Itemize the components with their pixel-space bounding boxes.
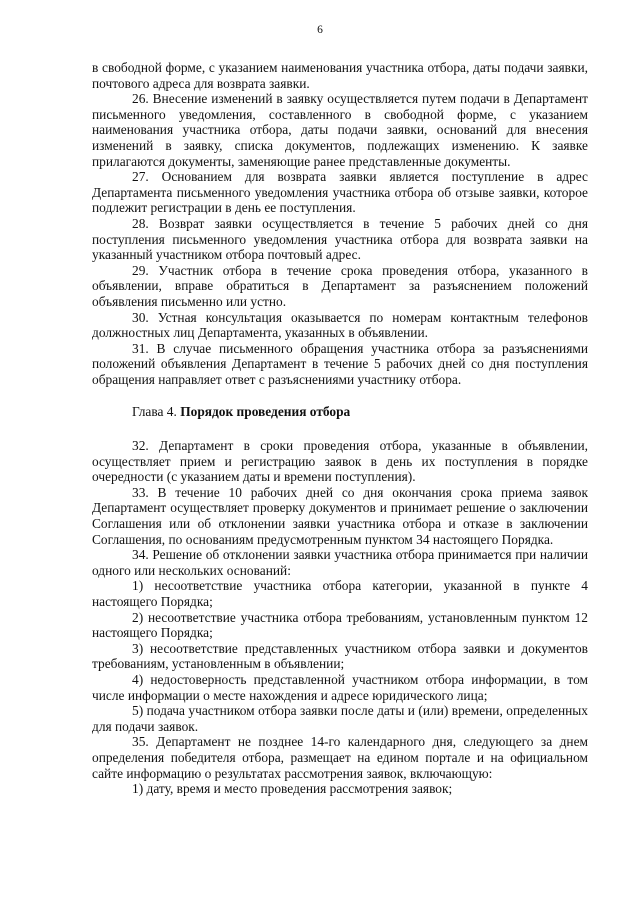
paragraph: 1) несоответствие участника отбора категории, указанной в пункте 4 настоящего Порядка;	[92, 578, 588, 609]
paragraph: 29. Участник отбора в течение срока проведения отбора, указанного в объявлении, вправе обратиться в Департамент за разъяснением положений объявления письменно или устно.	[92, 262, 588, 309]
chapter-label: Глава 4.	[132, 404, 177, 420]
paragraph: 34. Решение об отклонении заявки участника отбора принимается при наличии одного или нескольких оснований:	[92, 547, 588, 578]
paragraph: 35. Департамент не позднее 14-го календарного дня, следующего за днем определения победителя отбора, размещает на едином портале и на официальном сайте информацию о результатах рассмотрения заявок, включающую:	[92, 734, 588, 781]
paragraph: 28. Возврат заявки осуществляется в течение 5 рабочих дней со дня поступления письменного уведомления участника отбора для возврата заявки на указанный участником отбора почтовый адрес.	[92, 215, 588, 263]
section-after-chapter	[92, 438, 588, 797]
paragraph: 5) подача участником отбора заявки после даты и (или) времени, определенных для подачи заявок.	[92, 703, 588, 734]
paragraph: 31. В случае письменного обращения участника отбора за разъяснениями положений объявления Департамент в течение 5 рабочих дней со дня поступления обращения направляет ответ с разъяснениями участнику отбора.	[92, 340, 588, 387]
paragraph: в свободной форме, с указанием наименования участника отбора, даты подачи заявки, почтового адреса для возврата заявки.	[92, 60, 588, 91]
paragraph: 3) несоответствие представленных участником отбора заявки и документов требованиям, установленным в объявлении;	[92, 640, 588, 672]
paragraph: 30. Устная консультация оказывается по номерам контактным телефонов должностных лиц Департамента, указанных в объявлении.	[92, 309, 588, 341]
paragraph: 32. Департамент в сроки проведения отбора, указанные в объявлении, осуществляет прием и регистрацию заявок в день их поступления в порядке очередности (с указанием даты и времени поступления).	[92, 438, 588, 485]
paragraph: 27. Основанием для возврата заявки является поступление в адрес Департамента письменного уведомления участника отбора об отзыве заявки, которое подлежит регистрации в день ее поступления.	[92, 169, 588, 216]
document-body	[92, 60, 588, 797]
chapter-title: Порядок проведения отбора	[180, 404, 351, 420]
section-before-chapter	[92, 60, 588, 387]
paragraph: 26. Внесение изменений в заявку осуществляется путем подачи в Департамент письменного уведомления, составленного в свободной форме, с указанием наименования участника отбора, даты подачи заявки, оснований для внесения изменений в заявку, списка документов, подлежащих изменению. К заявке прилагаются документы, заменяющие ранее представленные документы.	[92, 91, 588, 169]
page-number: 6	[317, 24, 323, 36]
paragraph: 1) дату, время и место проведения рассмотрения заявок;	[132, 781, 453, 797]
paragraph: 2) несоответствие участника отбора требованиям, установленным пунктом 12 настоящего Порядка;	[92, 609, 588, 641]
paragraph: 4) недостоверность представленной участником отбора информации, в том числе информации о месте нахождения и адресе юридического лица;	[92, 671, 588, 703]
paragraph: 33. В течение 10 рабочих дней со дня окончания срока приема заявок Департамент осуществляет проверку документов и принимает решение о заключении Соглашения или об отклонении заявки участника отбора и отказе в заключении Соглашения, по основаниям предусмотренным пунктом 34 настоящего Порядка.	[92, 484, 588, 547]
chapter-heading	[92, 404, 588, 420]
